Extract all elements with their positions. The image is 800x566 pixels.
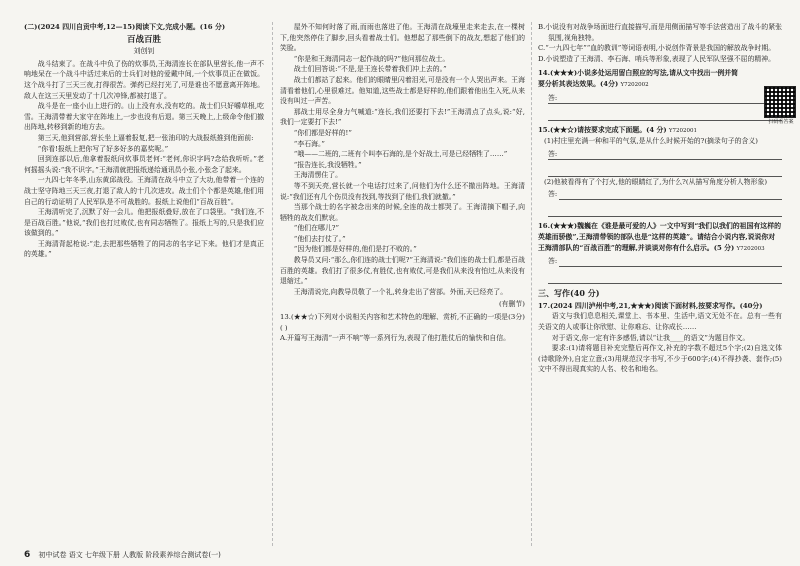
article-paragraph: 第三天,他到营部,营长坐上逼着报复,把一张油印的大战报纸推到他面前: [37, 133, 254, 142]
column-divider [272, 22, 273, 546]
answer-line[interactable]: 答: [548, 256, 782, 267]
article-paragraph: 等不到天亮,营长就一个电话打过来了,问他们为什么还不撤出阵地。王海清说:“我们还有几个伤员没有找到,等找到了他们,我们就撤。” [280, 181, 525, 201]
article-paragraph: 屋外不知何时落了雨,而雨也落进了他。王海清在战壕里走来走去,在一棵树下,他突然停住了脚步,回头看着战士们。他想起了那些倒下的战友,想起了他们的笑脸。 [280, 23, 525, 53]
article-paragraph: 战斗结束了。在战斗中负了伤的炊事员,王海清连长在部队里营长,他一声不响地呆在一个战斗中活过来后的士兵们对他的爱戴中间,一个炊事员正在做饭。这个战斗打了三天三夜,打得很苦。弹药已经打光了,可是谁也不愿意离开阵地。敌人在这三天里发动了十几次冲锋,都被打退了。 [24, 59, 264, 100]
article-paragraph: “因为他们都是好样的,他们是打不败的。” [293, 245, 417, 254]
article-paragraph: 王海清说完,向教导员敬了一个礼,转身走出了营部。外面,天已经亮了。 [293, 287, 508, 296]
question-code: Y7202002 [620, 81, 649, 88]
footer-text: 初中试卷 语文 七年级下册 人教版 阶段素养综合测试卷(一) [38, 551, 221, 559]
option-b: B.小说没有对战争场面进行直接描写,而是用侧面描写等手法营造出了战斗的紧张氛围,视角独特。 [538, 23, 782, 42]
article-paragraph: 当那个战士的名字被念出来的时候,全连的战士都哭了。王海清摘下帽子,向牺牲的战友们默哀。 [280, 203, 525, 222]
option-a: A.开篇写王海清“一声不响”等一系列行为,表现了他打胜仗后的愉快和自信。 [280, 334, 511, 343]
article-paragraph: 战士们回答说:“不是,是王连长带着我们冲上去的。” [293, 65, 447, 74]
option-d: D.小说塑造了王海清、李石海、哨兵等形象,表现了人民军队坚强不屈的精神。 [538, 54, 776, 63]
answer-line[interactable] [548, 108, 782, 121]
answer-line[interactable] [548, 271, 782, 284]
answer-line[interactable] [548, 164, 782, 177]
article-paragraph: “李石海。” [293, 139, 325, 148]
source-note: (有删节) [498, 300, 525, 309]
article-author: 刘创钊 [133, 47, 155, 56]
article-paragraph: “他们在哪儿?” [293, 224, 339, 233]
column-3 [538, 22, 782, 375]
page-footer [24, 550, 221, 560]
article-paragraph: “你们都是好样的!” [293, 128, 352, 137]
question-13 [280, 312, 525, 333]
question-15 [538, 125, 782, 137]
qr-code-icon[interactable] [764, 86, 796, 118]
question-16-text: 16.(★★★)魏巍在《谁是最可爱的人》一文中写到“我们以我们的祖国有这样的英雄而骄傲”,王海清带领的部队也是“这样的英雄”。请结合小说内容,说说你对王海清部队的“百战百胜”的理解,并谈谈对你有什么启示。(5 分) [538, 222, 781, 252]
article-paragraph: “你看!报纸上把你写了好多好多的嘉奖呢。” [37, 144, 169, 153]
page-number: 6 [24, 550, 31, 560]
column-1 [24, 22, 264, 260]
question-14 [538, 68, 782, 90]
answer-line[interactable] [548, 204, 782, 217]
answer-paren[interactable]: ( ) [280, 323, 288, 332]
qr-label: 扫码看答案 [768, 119, 794, 125]
question-15-sub1: (1)村庄里充满一种和平的气氛,是从什么时候开始的?(摘录句子的含义) [544, 137, 758, 146]
article-paragraph: 那战士用尽全身力气喊道:“连长,我们还要打下去!”王海清点了点头,说:“好,我们一定要打下去!” [280, 107, 525, 127]
answer-line[interactable]: 答: [548, 189, 782, 200]
section-writing-title: 三、写作(40 分) [538, 288, 600, 299]
article-paragraph: 战斗是在一座小山上进行的。山上没有水,没有吃的。战士们只好嚼草根,吃雪。王海清带着大家守在阵地上,一步也没有后退。第三天晚上,上级命令他们撤出阵地,转移到新的地方去。 [24, 102, 264, 132]
option-c: C.“一九四七年”“血的教训”等词语表明,小说创作背景是我国的解放战争时期。 [538, 44, 776, 53]
answer-line[interactable]: 答: [548, 93, 782, 104]
article-paragraph: 战士们都站了起来。他们的眼睛里闪着泪光,可是没有一个人哭出声来。王海清看着他们,心里很难过。他知道,这些战士都是好样的,他们跟着他出生入死,从来没有叫过一声苦。 [280, 75, 525, 106]
article-paragraph: “报告连长,我没牺牲。” [293, 160, 362, 169]
answer-line[interactable]: 答: [548, 149, 782, 160]
question-14-text: 14.(★★★)小说多处运用留白照应的写法,请从文中找出一例并简要分析其表达效果。(4分) [538, 69, 739, 88]
article-paragraph: “你是和王海清同志一起作战的吗?”他问那位战士。 [293, 54, 450, 63]
article-paragraph: “哦——二班的,二班有个叫李石海的,是个好战士,可是已经牺牲了……” [293, 150, 508, 159]
article-paragraph: 王海清听完了,沉默了好一会儿。他把报纸叠好,放在了口袋里。“我们连,不是百战百胜。”他说,“我们也打过败仗,也有同志牺牲了。报纸上写的,只是我们应该做到的。” [24, 208, 264, 238]
question-15-sub2: (2)他被看得有了个打火,他的眼睛红了,为什么?(从描写角度分析人物形象) [544, 177, 768, 186]
article-paragraph: 回到连部以后,他拿着报纸问炊事员老何:“老何,你识字吗?念给我听听。”老何摇摇头说:“我不识字。”王海清就把报纸递给通讯员小张,小张念了起来。 [24, 155, 264, 174]
question-17-text: 17.(2024 四川泸州中考,21,★★★)阅读下面材料,按要求写作。(40分) [538, 301, 763, 310]
question-16 [538, 221, 782, 254]
column-2 [280, 22, 525, 344]
question-15-text: 15.(★★☆)请按要求完成下面题。(4 分) [538, 125, 667, 134]
writing-material: 语文与我们息息相关,课堂上、书本里、生活中,语文无处不在。总有一些有关语文的人或事让你欣慰、让你难忘、让你成长…… [538, 312, 782, 331]
article-title: 百战百胜 [126, 34, 161, 45]
writing-requirements: 要求:(1)请将题目补充完整后再作文,补充的字数不超过5个字;(2)自选文体(诗歌除外),自定立意;(3)用规范汉字书写,不少于600字;(4)不得抄袭、套作;(5)文中不得出现真实的人名、校名和地名。 [538, 344, 782, 374]
article-paragraph: 王海清背起枪说:“走,去把那些牺牲了的同志的名字记下来。他们才是真正的英雄。” [24, 239, 264, 259]
article-paragraph: 王海清愣住了。 [293, 171, 343, 180]
article-paragraph: 一九四七年冬季,山东黄邱战役。王海清在战斗中立了大功,他带着一个连的战士坚守阵地三天三夜,打退了敌人的十几次进攻。战士们个个都是英雄,他们用自己的行动证明了人民军队是不可战胜的。报纸上说他们“百战百胜”。 [24, 176, 264, 206]
writing-prompt: 对于语文,你一定有许多感悟,请以“让我____的语文”为题目作文。 [551, 333, 750, 342]
question-13-text: 13.(★★☆)下列对小说相关内容和艺术特色的理解、赏析,不正确的一项是(3分) [280, 313, 525, 322]
question-intro: (二)(2024 四川自贡中考,12—15)阅读下文,完成小题。(16 分) [24, 23, 226, 31]
column-divider [531, 22, 532, 546]
article-paragraph: 教导员又问:“那么,你们连的战士们呢?”王海清说:“我们连的战士们,都是百战百胜的英雄。我们打了很多仗,有胜仗,也有败仗,可是我们从来没有怕过,从来没有退缩过。” [280, 256, 525, 286]
question-code: Y7202003 [736, 245, 765, 252]
article-paragraph: “他们去打仗了。” [293, 234, 346, 243]
question-code: Y7202001 [668, 127, 698, 134]
